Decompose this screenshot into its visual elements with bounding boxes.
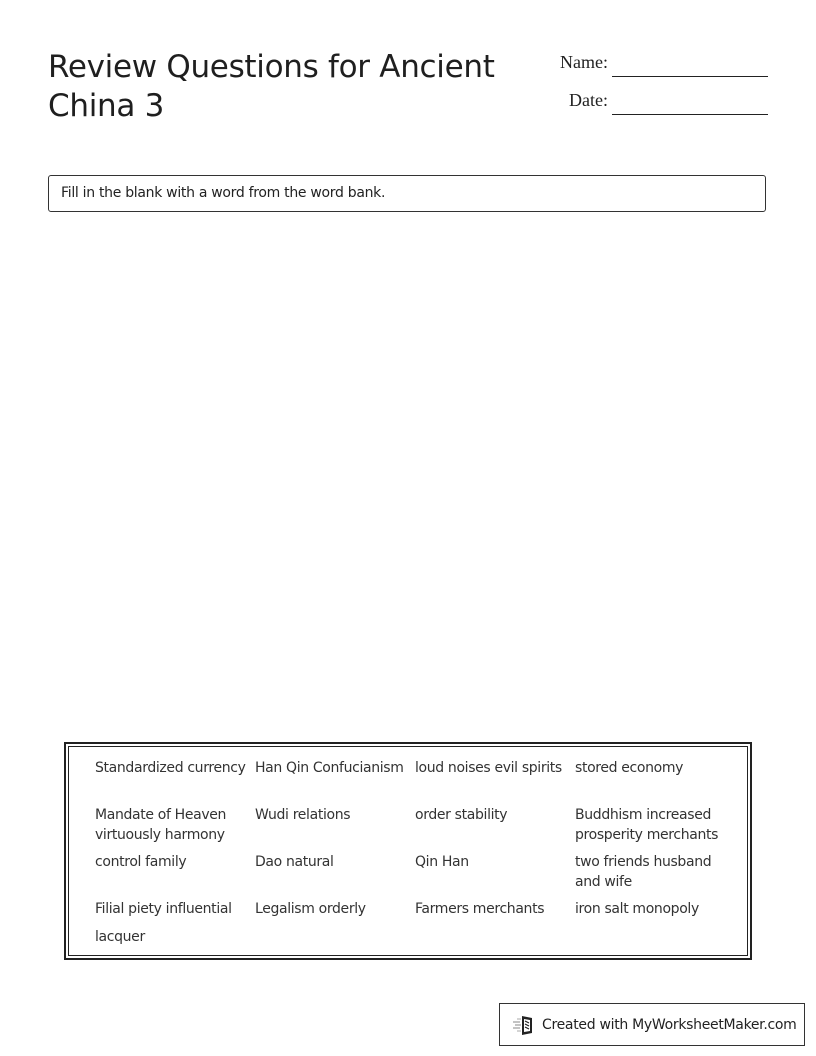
word-bank (64, 742, 752, 960)
date-blank-line[interactable] (612, 114, 768, 115)
word-bank-item: Dao natural (255, 854, 334, 870)
page-title: Review Questions for Ancient China 3 (48, 49, 495, 124)
word-bank-item: stored economy (575, 760, 684, 776)
created-with-text: Created with MyWorksheetMaker.com (542, 1016, 797, 1033)
word-bank-item: Han Qin Confucianism (255, 760, 404, 776)
word-bank-item: lacquer (95, 928, 145, 945)
name-label: Name: (560, 52, 608, 72)
word-bank-item: iron salt monopoly (575, 901, 699, 917)
word-bank-item: two friends husband and wife (575, 854, 712, 890)
date-field (540, 88, 770, 126)
name-date-fields (540, 50, 770, 126)
word-bank-item: Mandate of Heaven virtuously harmony (95, 807, 227, 843)
worksheet-maker-logo-icon (512, 1014, 536, 1036)
date-label: Date: (569, 90, 608, 110)
word-bank-inner-border (68, 746, 748, 956)
word-bank-item: order stability (415, 807, 508, 823)
word-bank-item: Qin Han (415, 854, 469, 870)
name-field (540, 50, 770, 88)
word-bank-item: Wudi relations (255, 807, 351, 823)
created-with-badge[interactable] (499, 1003, 805, 1046)
word-bank-item: Legalism orderly (255, 901, 366, 917)
word-bank-item: Buddhism increased prosperity merchants (575, 807, 719, 843)
instructions-box: Fill in the blank with a word from the word bank. (48, 175, 766, 212)
word-bank-item: Filial piety influential (95, 901, 232, 917)
word-bank-item: Farmers merchants (415, 901, 545, 917)
word-bank-item: Standardized currency (95, 760, 246, 776)
name-blank-line[interactable] (612, 76, 768, 77)
word-bank-item: control family (95, 854, 187, 870)
word-bank-grid (95, 759, 747, 947)
word-bank-item: loud noises evil spirits (415, 760, 562, 776)
